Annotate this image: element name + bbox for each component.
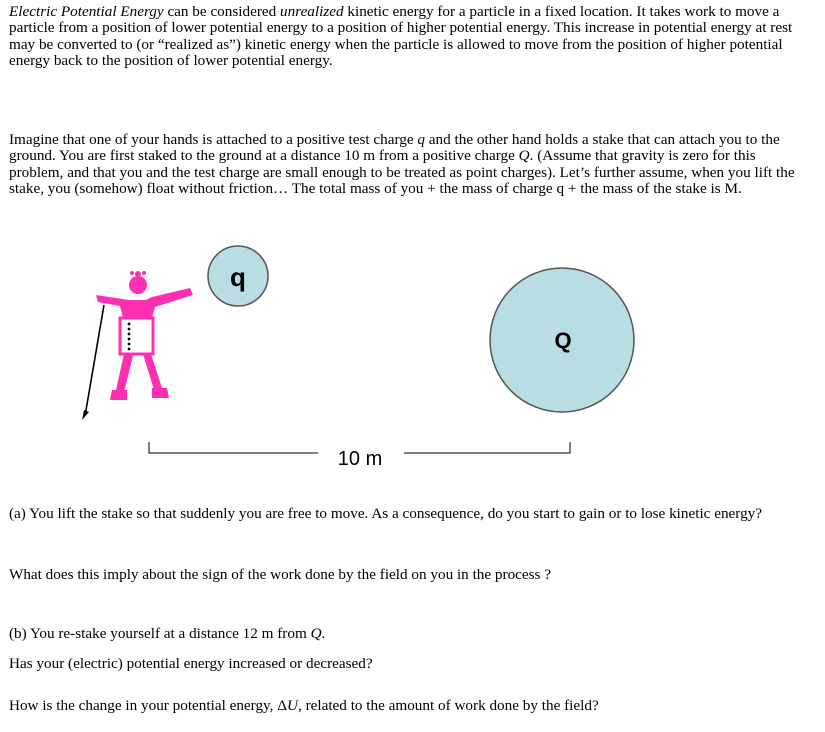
question-a-text: (a) You lift the stake so that suddenly you are free to move. As a consequence, do you start to gain or to lose kinetic energy?	[9, 505, 762, 522]
question-b-text-post: .	[321, 625, 326, 642]
question-b-delta-u-pre: How is the change in your potential energy, Δ	[9, 697, 288, 714]
small-charge-label: q	[230, 262, 246, 292]
question-b-delta-u-post: , related to the amount of work done by the field?	[297, 697, 599, 714]
question-b-followup: Has your (electric) potential energy increased or decreased?	[9, 655, 373, 672]
charge-diagram	[0, 240, 825, 480]
person-arms	[96, 288, 193, 318]
intro-emphasis: unrealized	[280, 3, 344, 20]
question-b-delta-u	[9, 697, 809, 714]
person-head	[129, 276, 147, 294]
scenario-Q: Q	[518, 147, 530, 165]
question-b-text-pre: (b) You re-stake yourself at a distance 12 m from	[9, 625, 311, 642]
distance-bracket-left	[149, 442, 318, 453]
intro-paragraph	[9, 4, 809, 70]
person-body	[120, 318, 153, 354]
charge-diagram-svg	[0, 240, 825, 480]
question-b-text	[9, 625, 809, 642]
question-b-U: U	[287, 697, 298, 714]
person-right-leg	[143, 354, 162, 390]
scenario-text-2: and the other hand holds a stake that can attach you to the ground. You are first staked to the ground at a distance 10 m from a positive charge	[9, 131, 780, 165]
question-b-Q: Q	[310, 625, 322, 642]
stake-line	[85, 305, 104, 416]
stake-tip-icon	[82, 410, 89, 420]
scenario-q: q	[417, 131, 425, 148]
scenario-paragraph	[9, 132, 809, 198]
intro-text-2: kinetic energy for a particle in a fixed location. It takes work to move a particle from a position of lower potential energy to a position of higher potential energy. This increase in potential energy at rest may be converted to (or “realized as”) kinetic energy when the particle is allowed to move from the position of higher potential energy back to the position of lower potential energy.	[9, 3, 793, 70]
intro-text-1: can be considered	[163, 3, 281, 20]
intro-term: Electric Potential Energy	[9, 3, 164, 20]
distance-bracket-right	[404, 442, 570, 453]
person-figure	[96, 271, 193, 400]
person-left-leg	[116, 354, 133, 392]
big-charge-label: Q	[554, 328, 572, 353]
distance-label: 10 m	[337, 448, 383, 470]
scenario-text-1: Imagine that one of your hands is attached to a positive test charge	[9, 131, 418, 148]
scenario-text-3: . (Assume that gravity is zero for this problem, and that you and the test charge are small enough to be treated as point charges). Let’s further assume, when you lift the stake, you (somehow) float without friction… The total mass of you + the mass of charge q + the mass of the stake is M.	[9, 147, 795, 198]
question-a-followup: What does this imply about the sign of the work done by the field on you in the process ?	[9, 566, 552, 583]
